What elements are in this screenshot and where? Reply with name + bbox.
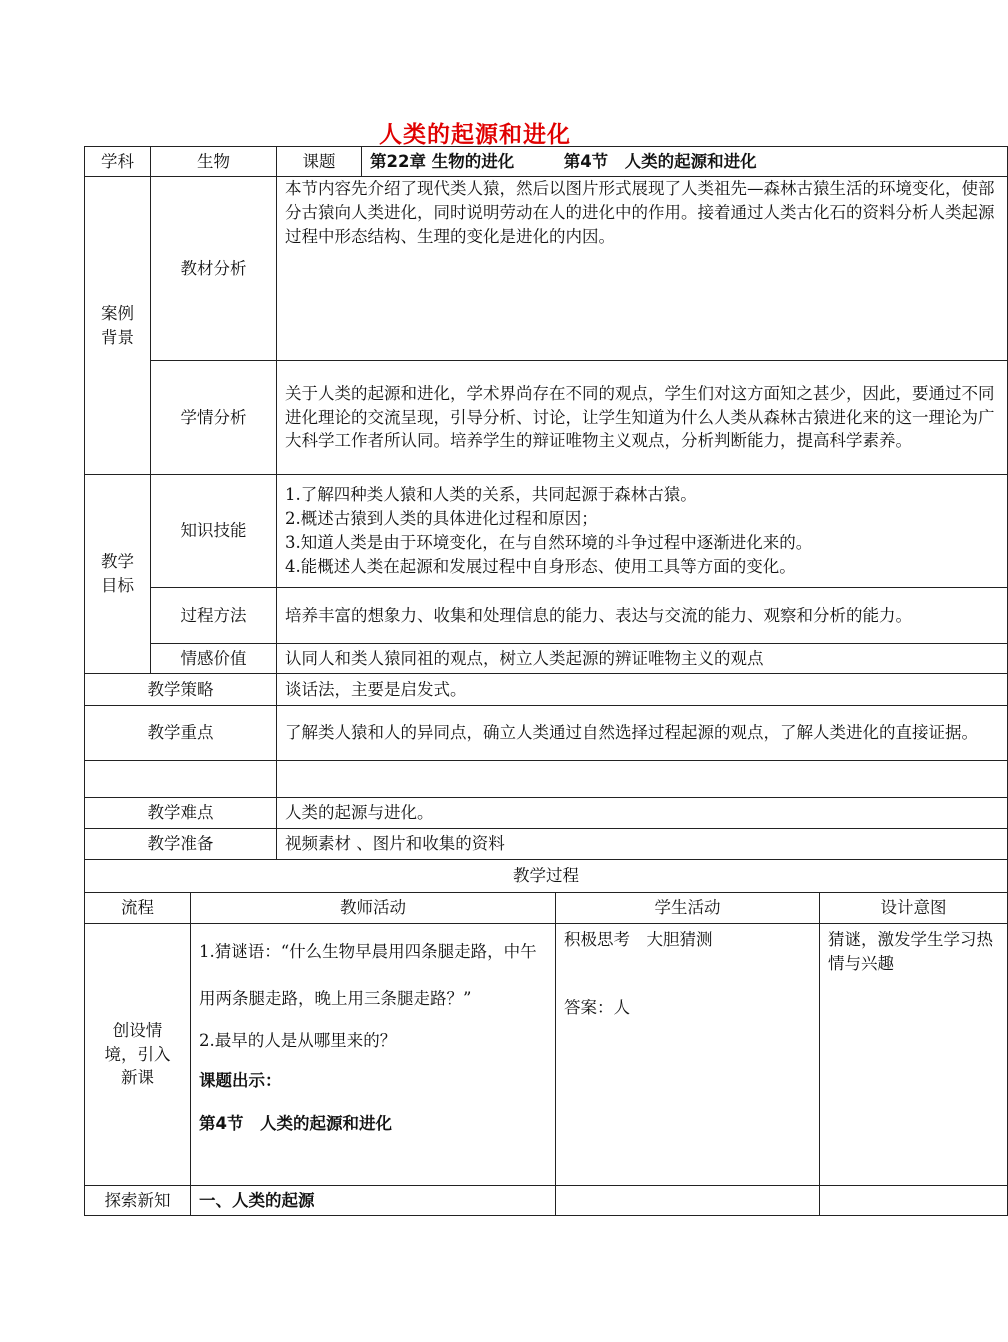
process-method-label: 过程方法 [151, 588, 277, 644]
topic-intro-label: 课题出示： [199, 1070, 282, 1090]
col-header-flow: 流程 [85, 893, 191, 924]
lesson-plan-table [84, 146, 1008, 1216]
student-analysis-text: 关于人类的起源和进化，学术界尚存在不同的观点，学生们对这方面知之甚少，因此，要通过不同进化理论的交流呈现，引导分析、讨论，让学生知道为什么人类从森林古猿进化来的这一理论为广大科学工作者所认同。培养学生的辩证唯物主义观点，分析判断能力，提高科学素养。 [277, 361, 1008, 475]
col-header-teacher: 教师活动 [191, 893, 556, 924]
empty-cell-left [85, 761, 277, 798]
textbook-analysis-label: 教材分析 [151, 177, 277, 361]
teacher-activity [191, 924, 556, 1186]
teacher-question: 2.最早的人是从哪里来的？ [199, 1031, 397, 1051]
student-answer: 答案：人 [564, 997, 630, 1017]
difficulty-text: 人类的起源与进化。 [277, 798, 1008, 829]
stage-label: 探索新知 [85, 1186, 191, 1216]
emotion-value-label: 情感价值 [151, 644, 277, 674]
preparation-label: 教学准备 [85, 829, 277, 860]
design-intent: 猜谜，激发学生学习热情与兴趣 [820, 924, 1008, 1186]
knowledge-item: 1.了解四种类人猿和人类的关系，共同起源于森林古猿。 [285, 485, 697, 505]
student-activity [556, 924, 820, 1186]
header-row [85, 147, 1008, 177]
preparation-text: 视频素材 、图片和收集的资料 [277, 829, 1008, 860]
teacher-activity: 一、人类的起源 [191, 1186, 556, 1216]
knowledge-item: 3.知道人类是由于环境变化，在与自然环境的斗争过程中逐渐进化来的。 [285, 533, 813, 552]
difficulty-label: 教学难点 [85, 798, 277, 829]
process-method-text: 培养丰富的想象力、收集和处理信息的能力、表达与交流的能力、观察和分析的能力。 [277, 588, 1008, 644]
knowledge-item: 4.能概述人类在起源和发展过程中自身形态、使用工具等方面的变化。 [285, 556, 796, 576]
col-header-student: 学生活动 [556, 893, 820, 924]
process-header-row [85, 893, 1008, 924]
subject-value: 生物 [151, 147, 277, 177]
strategy-label: 教学策略 [85, 674, 277, 706]
topic-value: 第22章 生物的进化 第4节 人类的起源和进化 [362, 147, 1008, 177]
student-activity-empty [556, 1186, 820, 1216]
knowledge-skill-label: 知识技能 [151, 475, 277, 588]
student-analysis-label: 学情分析 [151, 361, 277, 475]
key-points-label: 教学重点 [85, 706, 277, 761]
topic-intro-title: 第4节 人类的起源和进化 [199, 1113, 392, 1133]
process-row [85, 1186, 1008, 1216]
empty-cell-right [277, 761, 1008, 798]
topic-label: 课题 [277, 147, 362, 177]
knowledge-skill-list [277, 475, 1008, 588]
objectives-label: 教学目标 [85, 475, 151, 674]
col-header-intent: 设计意图 [820, 893, 1008, 924]
process-section-title: 教学过程 [85, 860, 1008, 893]
knowledge-item: 2.概述古猿到人类的具体进化过程和原因； [285, 509, 598, 529]
background-label: 案例背景 [85, 177, 151, 475]
teacher-riddle: 1.猜谜语：“什么生物早晨用四条腿走路，中午用两条腿走路，晚上用三条腿走路？” [199, 942, 537, 1009]
process-row [85, 924, 1008, 1186]
textbook-analysis-text: 本节内容先介绍了现代类人猿，然后以图片形式展现了人类祖先—森林古猿生活的环境变化，使部分古猿向人类进化，同时说明劳动在人的进化中的作用。接着通过人类古化石的资料分析人类起源过程中形态结构、生理的变化是进化的内因。 [277, 177, 1008, 361]
design-intent-empty [820, 1186, 1008, 1216]
student-activity-text: 积极思考 大胆猜测 [564, 930, 713, 949]
key-points-text: 了解类人猿和人的异同点，确立人类通过自然选择过程起源的观点，了解人类进化的直接证据。 [277, 706, 1008, 761]
emotion-value-text: 认同人和类人猿同祖的观点，树立人类起源的辨证唯物主义的观点 [277, 644, 1008, 674]
subject-label: 学科 [85, 147, 151, 177]
strategy-text: 谈话法，主要是启发式。 [277, 674, 1008, 706]
document-title: 人类的起源和进化 [379, 122, 571, 148]
stage-label: 创设情境，引入新课 [85, 924, 191, 1186]
